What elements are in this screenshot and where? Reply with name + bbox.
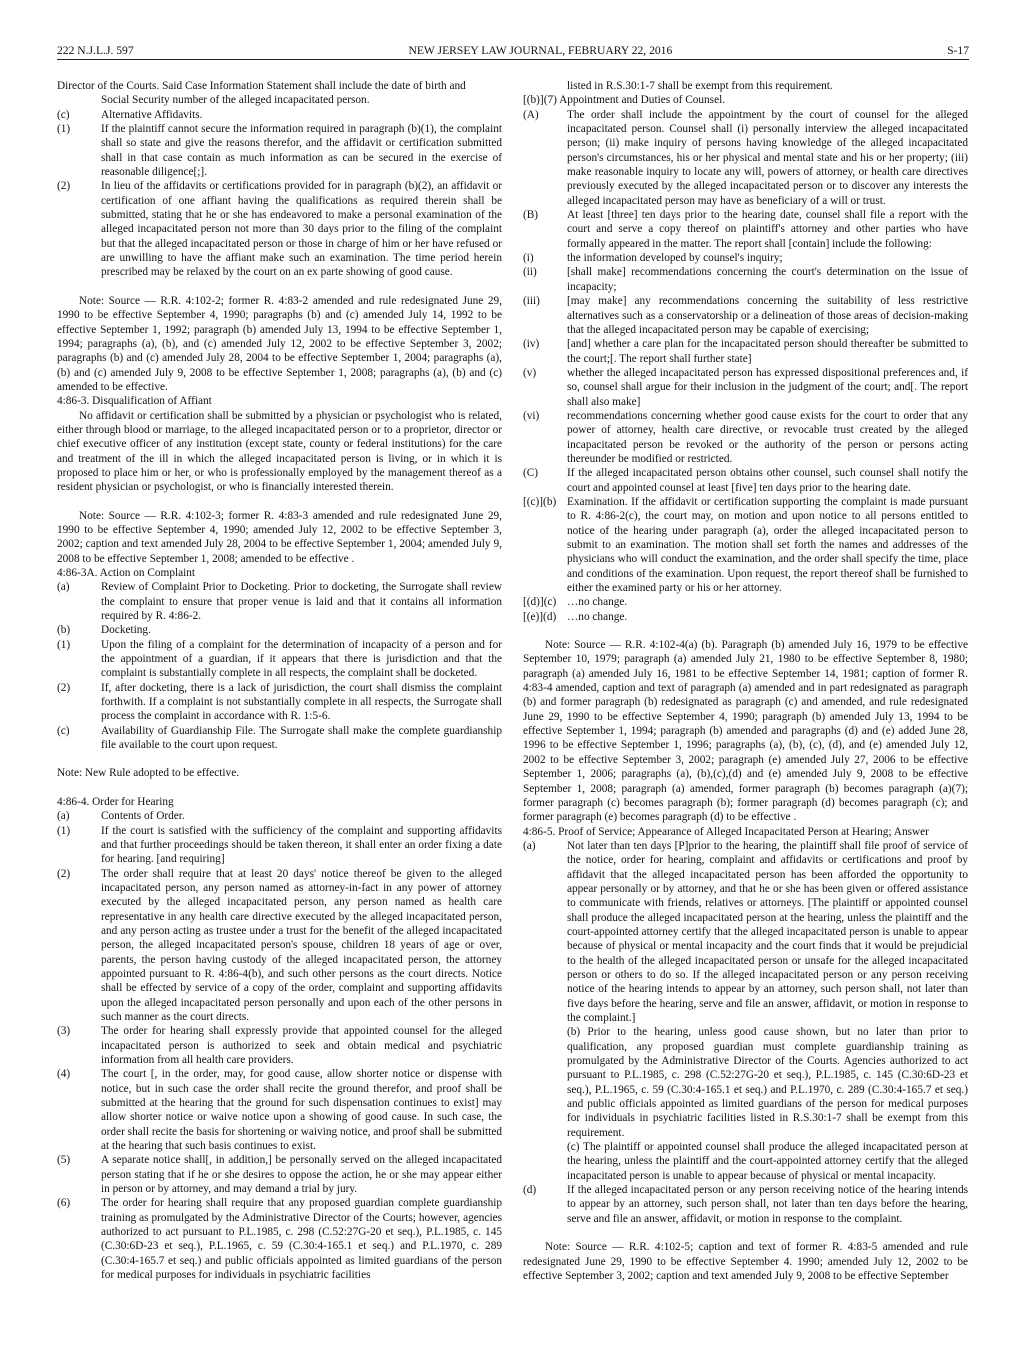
rule-heading: 4:86-3. Disqualification of Affiant: [57, 395, 212, 408]
header-journal-title: NEW JERSEY LAW JOURNAL, FEBRUARY 22, 2016: [408, 44, 673, 57]
source-note: Note: Source — R.R. 4:102-5; caption and text of former R. 4:83-5 amended and rule redesignated June 29, 1990 to be effective September 4. 1990; amended July 12, 2002 to be effective September 3, 2002; caption and text amended July 9, 2008 to be effective September: [523, 1241, 968, 1282]
item-text: …no change.: [567, 610, 628, 623]
item-label: (2): [57, 180, 71, 193]
item-label: (A): [523, 108, 539, 121]
item-text: The order for hearing shall expressly provide that appointed counsel for the alleged incapacitated person is authorized to seek and obtain medical and psychiatric information from all health care providers.: [101, 1025, 502, 1066]
item-text: If the court is satisfied with the sufficiency of the complaint and supporting affidavits and that further proceedings should be taken thereon, it shall enter an order fixing a date for hearing. [and requiring]: [101, 824, 502, 866]
item-label: (c): [57, 724, 70, 737]
item-label: (C): [523, 467, 539, 480]
item-text: [may make] any recommendations concerning the suitability of less restrictive alternatives such as a conservatorship or a delineation of those areas of decision-making that the alleged incapacitated person may be capable of exercising;: [567, 295, 968, 336]
item-text: …no change.: [567, 596, 628, 609]
item-label: [(d)](c): [523, 596, 557, 609]
list-item: [57, 1067, 502, 1153]
item-text: At least [three] ten days prior to the hearing date, counsel shall file a report with the court and serve a copy thereof on plaintiff's attorney and other parties who have formally appeared in the matter. The report shall [contain] include the following:: [567, 209, 968, 250]
item-text: Review of Complaint Prior to Docketing. Prior to docketing, the Surrogate shall review the complaint to ensure that proper venue is laid and that it contains all information required by R. 4:86-2.: [101, 581, 502, 623]
list-item: [523, 839, 968, 1025]
list-item: [57, 179, 502, 279]
page-header: [57, 44, 969, 60]
item-label: [(c)](b): [523, 495, 557, 508]
list-item: [57, 824, 502, 867]
item-label: (3): [57, 1025, 71, 1038]
header-rule: [57, 59, 969, 60]
item-label: (6): [57, 1197, 71, 1210]
item-label: (1): [57, 123, 71, 136]
item-label: (5): [57, 1154, 71, 1167]
item-text: If the alleged incapacitated person obtains other counsel, such counsel shall notify the court and appointed counsel at least [five] ten days prior to the hearing date.: [567, 467, 968, 494]
source-note: Note: New Rule adopted to be effective.: [57, 767, 240, 780]
right-column: [523, 79, 968, 1283]
item-text: Not later than ten days [P]prior to the hearing, the plaintiff shall file proof of service of the notice, order for hearing, complaint and affidavits or certifications and proof by affidavit that the alleged incapacitated person has been afforded the opportunity to appear personally or by attorney, and that he or she has been given or offered assistance to communicate with friends, relatives or attorneys. [The plaintiff or appointed counsel shall produce the alleged incapacitated person at the hearing, unless the plaintiff and the court-appointed attorney certify that the alleged incapacitated person is unable to appear because of physical or mental incapacity and the court finds that it would be prejudicial to the health of the alleged incapacitated person or unsafe for the alleged incapacitated person or others to do so. If the alleged incapacitated person or any person receiving notice of the hearing intends to appear by an attorney, such person shall, not later than five days before the hearing, serve and file an answer, affidavit, or motion in response to the complaint.]: [567, 839, 968, 1024]
source-note: Note: Source — R.R. 4:102-3; former R. 4:83-3 amended and rule redesignated June 29, 1990 to be effective September 4, 1990; amended July 12, 2002 to be effective September 3, 2002; caption and text amended July 28, 2004 to be effective September 1, 2004; amended July 9, 2008 to be effective September 1, 2008; amended to be effective .: [57, 509, 502, 565]
list-item: [523, 495, 968, 595]
item-text: A separate notice shall[, in addition,] be personally served on the alleged incapacitated person stating that if he or she desires to oppose the action, he or she may appear either in person or by attorney, and may demand a trial by jury.: [101, 1154, 502, 1196]
item-text: Contents of Order.: [101, 810, 185, 823]
list-item: [57, 580, 502, 623]
list-item: [57, 108, 502, 122]
list-item: [523, 610, 968, 624]
item-text: Availability of Guardianship File. The Surrogate shall make the complete guardianship file available to the court upon request.: [101, 724, 502, 752]
list-item: [57, 681, 502, 724]
list-item: [57, 724, 502, 753]
list-item: [57, 1153, 502, 1196]
item-label: (vi): [523, 409, 540, 422]
item-text: The order shall require that at least 20 days' notice thereof be given to the alleged incapacitated person, any person named as attorney-in-fact in any power of attorney executed by the alleged incapacitated person, any person named as health care representative in any health care directive executed by the alleged incapacitated person, and any person acting as trustee under a trust for the benefit of the alleged incapacitated person, the alleged incapacitated person's spouse, children 18 years of age or over, parents, the person having custody of the alleged incapacitated person, the attorney appointed pursuant to R. 4:86-4(b), and such other persons as the court directs. Notice shall be effected by service of a copy of the order, complaint and supporting affidavits upon the alleged incapacitated person personally and upon each of the other persons in such manner as the court directs.: [101, 867, 502, 1023]
item-label: (4): [57, 1068, 71, 1081]
source-note: Note: Source — R.R. 4:102-2; former R. 4:83-2 amended and rule redesignated June 29, 1990 to be effective September 4, 1990; paragraphs (b) and (c) amended July 14, 1992 to be effective September 1, 1992; paragraph (b) amended July 13, 1994 to be effective September 1, 1994; paragraphs (a), (b), and (c) amended July 12, 2002 to be effective September 3, 2002; paragraphs (b) and (c) amended July 28, 2004 to be effective September 1, 2004; paragraphs (a), (b) and (c) amended July 9, 2008 to be effective September 1, 2008; paragraphs (a), (b) and (c) amended to be effective.: [57, 294, 502, 393]
item-label: (c): [57, 108, 70, 121]
item-text: whether the alleged incapacitated person has expressed dispositional preferences and, if so, counsel shall argue for their inclusion in the judgment of the court; and[. The report shall also make]: [567, 366, 968, 408]
item-label: (b): [57, 624, 71, 637]
item-text: If the alleged incapacitated person or any person receiving notice of the hearing intends to appear by an attorney, such person shall, not later than ten days before the hearing, serve and file an answer, affidavit, or motion in response to the complaint.: [567, 1184, 968, 1225]
list-item: [523, 251, 968, 265]
item-label: (a): [57, 581, 70, 594]
item-text: If, after docketing, there is a lack of jurisdiction, the court shall dismiss the complaint forthwith. If a complaint is not substantially complete in all respects, the Surrogate shall process the complaint in accordance with R. 1:5-6.: [101, 681, 502, 723]
item-text: In lieu of the affidavits or certifications provided for in paragraph (b)(2), an affidavit or certification of one affiant having the qualifications as required therein shall be submitted, stating that he or she has endeavored to make a personal examination of the alleged incapacitated person not more than 30 days prior to the filing of the complaint but that the alleged incapacitated person or those in charge of him or her have refused or are unwilling to have the affiant make such an examination. The time period herein prescribed may be relaxed by the court on an ex parte showing of good cause.: [101, 180, 502, 279]
subsection-heading: [(b)](7) Appointment and Duties of Counsel.: [523, 94, 726, 107]
item-label: (1): [57, 824, 71, 837]
item-text: the information developed by counsel's inquiry;: [567, 252, 783, 265]
item-text: Upon the filing of a complaint for the determination of incapacity of a person and for the appointment of a guardian, if it appears that there is jurisdiction and that the complaint is substantially complete in all respects, the complaint shall be docketed.: [101, 638, 502, 680]
item-text: Alternative Affidavits.: [101, 108, 203, 121]
item-label: (2): [57, 867, 71, 880]
list-item: [523, 337, 968, 366]
item-label: (d): [523, 1184, 537, 1197]
list-item: [57, 638, 502, 681]
header-citation: 222 N.J.L.J. 597: [57, 44, 134, 57]
header-page-number: S-17: [947, 44, 969, 57]
left-column: [57, 79, 502, 1283]
paragraph-continuation: Social Security number of the alleged incapacitated person.: [101, 94, 370, 107]
list-item: [523, 366, 968, 409]
list-item: [523, 466, 968, 495]
item-text: recommendations concerning whether good cause exists for the court to order that any power of attorney, health care directive, or revocable trust created by the alleged incapacitated person be revoked or the authority of the person or persons acting thereunder be modified or restricted.: [567, 409, 968, 465]
list-item: [523, 108, 968, 208]
item-text: [and] whether a care plan for the incapacitated person should thereafter be submitted to the court;[. The report shall further state]: [567, 338, 968, 365]
item-text: Examination. If the affidavit or certification supporting the complaint is made pursuant to R. 4:86-2(c), the court may, on motion and upon notice to all persons entitled to notice of the hearing under paragraph (a), order the alleged incapacitated person to submit to an examination. The motion shall set forth the names and addresses of the physicians who will conduct the examination, and the order shall specify the time, place and conditions of the examination. Upon request, the report thereof shall be furnished to either the examined party or his or her attorney.: [567, 495, 968, 595]
list-item: [57, 122, 502, 179]
list-item: [523, 1183, 968, 1226]
source-note: Note: Source — R.R. 4:102-4(a) (b). Paragraph (b) amended July 16, 1979 to be effective September 10, 1979; paragraph (a) amended July 21, 1980 to be effective September 8, 1980; paragraph (a) amended July 16, 1981 to be effective September 14, 1981; caption of former R. 4:83-4 amended, caption and text of paragraph (a) amended and in part redesignated as paragraph (b) and former paragraph (b) redesignated as paragraph (c) and amended, and rule redesignated June 29, 1990 to be effective September 4, 1990; paragraph (b) amended July 13, 1994 to be effective September 1, 1994; paragraph (b) amended and paragraphs (d) and (e) added June 28, 1996 to be effective September 1, 1996; paragraphs (a), (b), (c), (d), and (e) amended July 12, 2002 to be effective September 3, 2002; paragraph (e) amended July 27, 2006 to be effective September 1, 2006; paragraphs (a), (b),(c),(d) and (e) amended July 9, 2008 to be effective September 1, 2008; paragraph (a) amended, former paragraph (b) becomes paragraph (a)(7); former paragraph (c) becomes paragraph (b); former paragraph (d) becomes paragraph (c); and former paragraph (e) becomes paragraph (d) to be effective .: [523, 639, 968, 824]
item-label: (a): [523, 839, 536, 852]
rule-heading: 4:86-3A. Action on Complaint: [57, 567, 196, 579]
list-item: [57, 1024, 502, 1067]
item-label: (2): [57, 681, 71, 694]
list-item: [57, 809, 502, 823]
item-label: [(e)](d): [523, 610, 557, 623]
list-item: [523, 595, 968, 609]
item-label: (a): [57, 810, 70, 823]
rule-heading: 4:86-5. Proof of Service; Appearance of Alleged Incapacitated Person at Hearing; Answer: [523, 825, 929, 838]
rule-heading: 4:86-4. Order for Hearing: [57, 795, 174, 808]
paragraph: Director of the Courts. Said Case Information Statement shall include the date of birth and: [57, 80, 466, 92]
item-label: (iv): [523, 338, 540, 351]
item-label: (iii): [523, 295, 540, 308]
list-item: [57, 867, 502, 1025]
paragraph: No affidavit or certification shall be submitted by a physician or psychologist who is related, either through blood or marriage, to the alleged incapacitated person or to a proprietor, director or chief executive officer of any institution (except state, county or federal institutions) for the care and treatment of the ill in which the alleged incapacitated person is living, or in which it is proposed to place him or her, or who is professionally employed by the management thereof as a resident physician or psychologist, or who is financially interested therein.: [57, 409, 502, 494]
item-label: (ii): [523, 266, 537, 279]
list-item: [523, 294, 968, 337]
list-item: [57, 623, 502, 637]
item-label: (v): [523, 366, 537, 379]
item-text: Docketing.: [101, 624, 151, 637]
item-text: [shall make] recommendations concerning the court's determination on the issue of incapacity;: [567, 266, 968, 293]
list-item: [523, 409, 968, 466]
item-text: The court [, in the order, may, for good cause, allow shorter notice or dispense with notice, but in such case the order shall recite the ground therefor, and proof shall be submitted at the hearing that the ground for such dispensation continues to exist] may allow shorter notice or waive notice upon a showing of good cause. In such case, the order shall recite the basis for shortening or waiving notice, and proof shall be submitted at the hearing that such basis continues to exist.: [101, 1068, 502, 1153]
item-label: (1): [57, 638, 71, 651]
item-text: The order shall include the appointment by the court of counsel for the alleged incapacitated person. Counsel shall (i) personally interview the alleged incapacitated person; (ii) make inquiry of persons having knowledge of the alleged incapacitated person's circumstances, his or her physical and mental state and his or her property; (iii) make reasonable inquiry to locate any will, powers of attorney, or health care directives previously executed by the alleged incapacitated person or to discover any interests the alleged incapacitated person may have as beneficiary of a will or trust.: [567, 108, 968, 207]
item-text: The order for hearing shall require that any proposed guardian complete guardianship training as promulgated by the Administrative Director of the Courts; however, agencies authorized to act pursuant to P.L.1985, c. 298 (C.52:27G-20 et seq.), P.L.1985, c. 145 (C.30:6D-23 et seq.), P.L.1965, c. 59 (C.30:4-165.1 et seq.) and P.L.1970, c. 289 (C.30:4-165.7 et seq.) and public officials appointed as limited guardians of the person for medical purposes for individuals in psychiatric facilities: [101, 1197, 502, 1282]
item-text: If the plaintiff cannot secure the information required in paragraph (b)(1), the complaint shall so state and give the reasons therefor, and the affidavit or certification submitted shall in that case contain as much information as can be secured in the exercise of reasonable diligence[;].: [101, 123, 502, 179]
list-item: [57, 1196, 502, 1282]
sub-paragraph: (c) The plaintiff or appointed counsel shall produce the alleged incapacitated person at the hearing, unless the plaintiff and the court-appointed attorney certify that the alleged incapacitated person is unable to appear because of physical or mental incapacity.: [567, 1141, 968, 1182]
sub-paragraph: (b) Prior to the hearing, unless good cause shown, but no later than prior to qualification, any proposed guardian must complete guardianship training as promulgated by the Administrative Director of the Courts. Agencies authorized to act pursuant to P.L.1985, c. 298 (C.52:27G-20 et seq.), P.L.1985, c. 145 (C.30:6D-23 et seq.), P.L.1965, c. 59 (C.30:4-165.1 et seq.) and P.L.1970, c. 289 (C.30:4-165.7 et seq.) and public officials appointed as limited guardians of the person for medical purposes for individuals in psychiatric facilities listed in R.S.30:1-7 shall be exempt from this requirement.: [567, 1026, 968, 1139]
paragraph-continuation: listed in R.S.30:1-7 shall be exempt from this requirement.: [567, 80, 833, 92]
item-label: (B): [523, 209, 539, 222]
list-item: [523, 265, 968, 294]
list-item: [523, 208, 968, 251]
item-label: (i): [523, 252, 534, 265]
